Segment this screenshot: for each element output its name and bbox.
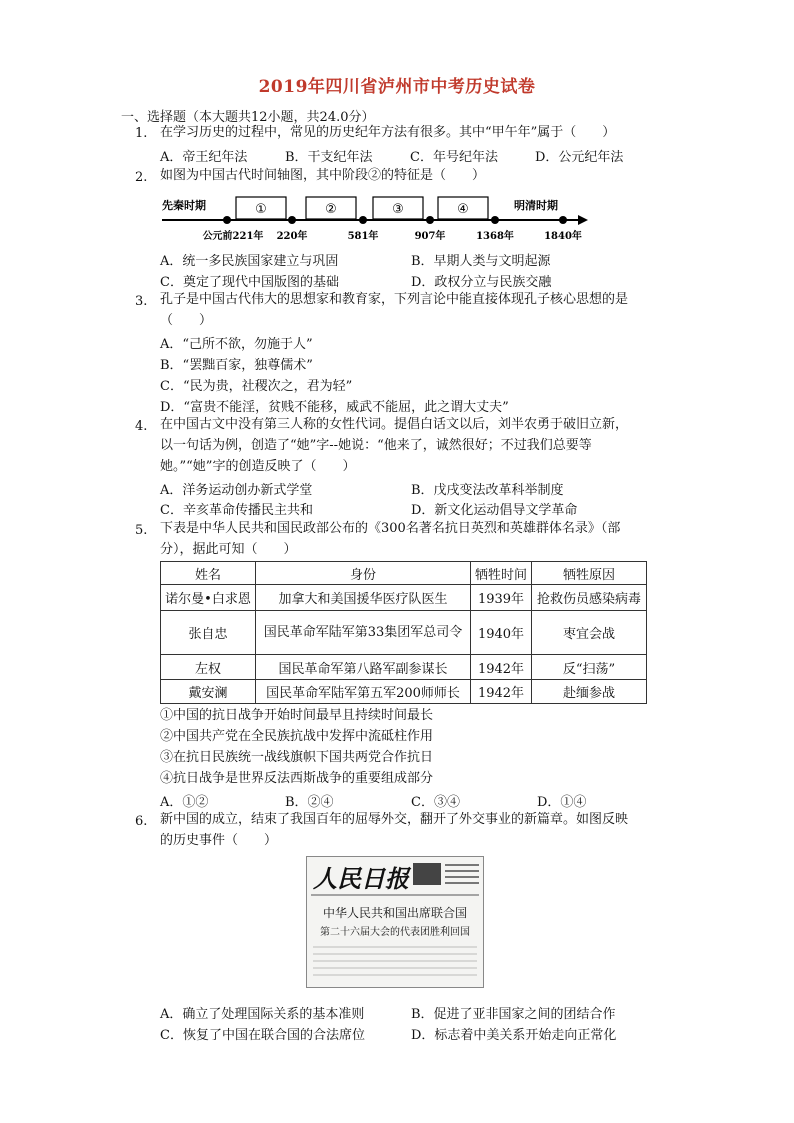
timeline-node-4: [426, 216, 434, 224]
newspaper-illustration: [307, 857, 483, 987]
table-cell: 赴缅参战: [532, 680, 647, 704]
timeline-box-1-label: ①: [255, 202, 267, 217]
q6-option-a: A．确立了处理国际关系的基本准则: [160, 1007, 365, 1022]
q3-option-a: A．“己所不欲，勿施于人”: [160, 337, 313, 352]
q5-option-a: A．①②: [160, 795, 209, 810]
timeline-year-3: 581年: [347, 231, 379, 242]
question-3-number: 3.: [135, 294, 148, 309]
table-cell: 1942年: [471, 655, 532, 680]
table-cell: 1940年: [471, 611, 532, 655]
q6-option-c: C．恢复了中国在联合国的合法席位: [160, 1028, 365, 1043]
q6-option-b: B．促进了亚非国家之间的团结合作: [411, 1007, 616, 1022]
q4-option-a: A．洋务运动创办新式学堂: [160, 483, 313, 498]
timeline-node-3: [359, 216, 367, 224]
q5-option-c: C．③④: [411, 795, 460, 810]
table-cell: 枣宜会战: [532, 611, 647, 655]
table-row: [161, 680, 647, 704]
question-4-stem-line1: 在中国古文中没有第三人称的女性代词。提倡白话文以后，刘半农勇于破旧立新，: [160, 417, 629, 432]
table-header-row: [161, 562, 647, 585]
q2-option-b: B．早期人类与文明起源: [411, 254, 551, 269]
table-row: [161, 585, 647, 611]
q4-option-b: B．戊戌变法改革科举制度: [411, 483, 564, 498]
newspaper-headline-1: 中华人民共和国出席联合国: [322, 906, 468, 920]
q5-option-d: D．①④: [537, 795, 587, 810]
q4-option-d: D．新文化运动倡导文学革命: [411, 503, 578, 518]
question-4-stem-line2: 以一句话为例，创造了“她”字--她说：“他来了，诚然很好；不过我们总要等: [160, 438, 592, 453]
timeline-year-4: 907年: [414, 231, 446, 242]
timeline-left-label: 先秦时期: [162, 199, 206, 212]
heroes-table: [160, 561, 647, 704]
q1-option-c: C．年号纪年法: [410, 150, 498, 165]
question-6-number: 6.: [135, 814, 148, 829]
table-cell: 1939年: [471, 585, 532, 611]
q5-statement-4: ④抗日战争是世界反法西斯战争的重要组成部分: [160, 771, 434, 786]
q5-option-b: B．②④: [285, 795, 334, 810]
table-cell: 左权: [161, 655, 256, 680]
newspaper-image: [306, 856, 484, 988]
table-cell: 张自忠: [161, 611, 256, 655]
timeline-year-6: 1840年: [544, 231, 582, 242]
table-cell: 诺尔曼•白求恩: [161, 585, 256, 611]
q2-option-d: D．政权分立与民族交融: [411, 275, 552, 290]
q3-option-c: C．“民为贵，社稷次之，君为轻”: [160, 379, 353, 394]
timeline-node-6: [559, 216, 567, 224]
question-4-number: 4.: [135, 419, 148, 434]
q3-option-d: D．“富贵不能淫，贫贱不能移，威武不能屈，此之谓大丈夫”: [160, 400, 509, 415]
q1-option-b: B．干支纪年法: [285, 150, 373, 165]
section-heading: 一、选择题（本大题共12小题，共24.0分）: [121, 110, 375, 125]
table-header-cell: 牺牲时间: [471, 562, 532, 585]
q3-option-b: B．“罢黜百家，独尊儒术”: [160, 358, 313, 373]
table-header-cell: 姓名: [161, 562, 256, 585]
question-3-stem-line2: （ ）: [160, 313, 213, 328]
timeline-box-3-label: ③: [392, 202, 404, 217]
table-cell: 加拿大和美国援华医疗队医生: [256, 585, 471, 611]
question-5-stem-line1: 下表是中华人民共和国民政部公布的《300名著名抗日英烈和英雄群体名录》（部: [160, 521, 621, 536]
newspaper-masthead: 人民日报: [313, 864, 409, 893]
timeline-year-2: 220年: [276, 231, 308, 242]
table-header-cell: 身份: [256, 562, 471, 585]
timeline-node-2: [288, 216, 296, 224]
question-5-number: 5.: [135, 523, 148, 538]
timeline-figure: [160, 192, 590, 244]
table-row: [161, 655, 647, 680]
question-2-stem: 如图为中国古代时间轴图，其中阶段②的特征是（ ）: [160, 168, 486, 183]
question-1-stem: 在学习历史的过程中，常见的历史纪年方法有很多。其中“甲午年”属于（ ）: [160, 125, 616, 140]
question-4-stem-line3: 她。”“她”字的创造反映了（ ）: [160, 459, 356, 474]
timeline-box-2-label: ②: [325, 202, 337, 217]
question-3-stem-line1: 孔子是中国古代伟大的思想家和教育家，下列言论中能直接体现孔子核心思想的是: [160, 292, 629, 307]
newspaper-headline-2: 第二十六届大会的代表团胜利回国: [320, 927, 470, 938]
timeline-right-label: 明清时期: [514, 199, 558, 212]
table-cell: 戴安澜: [161, 680, 256, 704]
timeline-year-5: 1368年: [476, 231, 514, 242]
table-cell: 国民革命军陆军第33集团军总司令: [256, 611, 471, 655]
q1-option-a: A．帝王纪年法: [160, 150, 248, 165]
timeline-year-1: 公元前221年: [202, 231, 264, 242]
timeline-node-1: [223, 216, 231, 224]
table-cell: 国民革命军陆军第五军200师师长: [256, 680, 471, 704]
page-title: 2019年四川省泸州市中考历史试卷: [258, 77, 536, 97]
table-cell: 反“扫荡”: [532, 655, 647, 680]
question-6-stem-line1: 新中国的成立，结束了我国百年的屈辱外交，翻开了外交事业的新篇章。如图反映: [160, 812, 629, 827]
q2-option-c: C．奠定了现代中国版图的基础: [160, 275, 339, 290]
q2-option-a: A．统一多民族国家建立与巩固: [160, 254, 339, 269]
question-1-number: 1.: [135, 126, 148, 141]
q4-option-c: C．辛亥革命传播民主共和: [160, 503, 313, 518]
question-6-stem-line2: 的历史事件（ ）: [160, 833, 278, 848]
q5-statement-3: ③在抗日民族统一战线旗帜下国共两党合作抗日: [160, 750, 434, 765]
q1-option-d: D．公元纪年法: [535, 150, 624, 165]
table-header-cell: 牺牲原因: [532, 562, 647, 585]
q5-statement-1: ①中国的抗日战争开始时间最早且持续时间最长: [160, 708, 434, 723]
table-cell: 抢救伤员感染病毒: [532, 585, 647, 611]
q5-statement-2: ②中国共产党在全民族抗战中发挥中流砥柱作用: [160, 729, 434, 744]
q6-option-d: D．标志着中美关系开始走向正常化: [411, 1028, 617, 1043]
table-row: [161, 611, 647, 655]
timeline-box-4-label: ④: [457, 202, 469, 217]
table-cell: 国民革命军第八路军副参谋长: [256, 655, 471, 680]
table-cell: 1942年: [471, 680, 532, 704]
question-2-number: 2.: [135, 170, 148, 185]
question-5-stem-line2: 分），据此可知（ ）: [160, 542, 297, 557]
timeline-node-5: [491, 216, 499, 224]
